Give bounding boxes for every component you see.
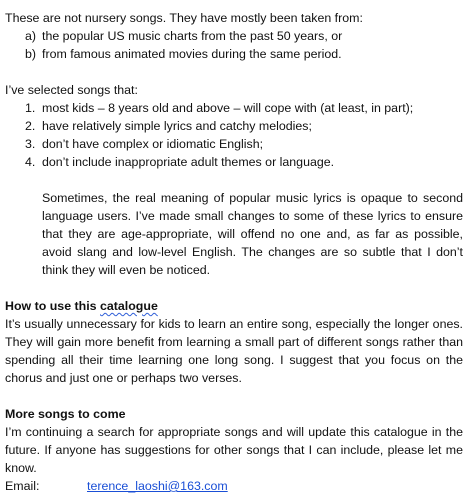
spellcheck-flagged-word[interactable]: catalogue [100,299,158,313]
source-item-b [5,45,463,63]
source-marker: a) [25,29,37,43]
more-songs-heading: More songs to come [5,407,126,421]
criteria-item-3 [5,135,463,153]
criteria-marker: 3. [25,137,36,151]
criteria-item-4 [5,153,463,171]
document-body [5,9,463,495]
blank-line [5,279,463,297]
blank-line [5,63,463,81]
how-to-body: It’s usually unnecessary for kids to learn an entire song, especially the longer ones. They will gain more benefit from learning a small part of different songs rather than spending all their time learning one long song. I suggest that you focus on the chorus and just one or perhaps two verses. [5,317,463,385]
email-label: Email: [5,479,40,493]
how-to-heading-text: How to use this [5,299,100,313]
criteria-item-2 [5,117,463,135]
source-text: from famous animated movies during the same period. [42,47,342,61]
criteria-note: Sometimes, the real meaning of popular music lyrics is opaque to second language users. I’ve made small changes to some of these lyrics to ensure that they are age-appropriate, will offend no one and, as far as possible, avoid slang and low-level English. The changes are so subtle that I don’t think they will even be noticed. [42,191,463,277]
email-link[interactable]: terence_laoshi@163.com [87,479,228,493]
source-text: the popular US music charts from the past 50 years, or [42,29,343,43]
more-songs-body: I’m continuing a search for appropriate songs and will update this catalogue in the future. If anyone has suggestions for other songs that I can include, please let me know. [5,425,463,475]
blank-line [5,387,463,405]
criteria-item-1 [5,99,463,117]
criteria-marker: 2. [25,119,36,133]
source-marker: b) [25,47,37,61]
source-item-a [5,27,463,45]
criteria-marker: 4. [25,155,36,169]
criteria-text: don’t have complex or idiomatic English; [42,137,264,151]
criteria-text: don’t include inappropriate adult themes or language. [42,155,335,169]
criteria-text: most kids – 8 years old and above – will cope with (at least, in part); [42,101,414,115]
criteria-marker: 1. [25,101,36,115]
email-row [5,477,463,495]
intro-text: These are not nursery songs. They have mostly been taken from: [5,11,363,25]
criteria-text: have relatively simple lyrics and catchy melodies; [42,119,312,133]
blank-line [5,171,463,189]
criteria-lead: I’ve selected songs that: [5,83,138,97]
how-to-heading [5,297,463,315]
